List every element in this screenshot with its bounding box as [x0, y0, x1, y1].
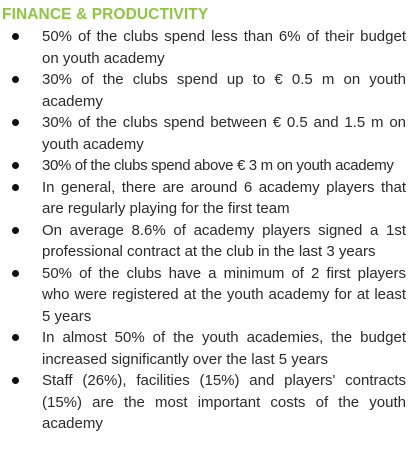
list-item — [2, 177, 406, 220]
bullet-dot-icon — [12, 119, 19, 126]
finance-productivity-section — [2, 6, 406, 435]
list-item-text: 30% of the clubs spend between € 0.5 and 1.5 m on youth academy — [42, 114, 406, 153]
bullet-dot-icon — [12, 334, 19, 341]
bullet-dot-icon — [12, 76, 19, 83]
list-item-text: 50% of the clubs spend less than 6% of their budget on youth academy — [42, 28, 406, 67]
section-heading: FINANCE & PRODUCTIVITY — [2, 6, 209, 23]
list-item — [2, 112, 406, 155]
list-item — [2, 370, 406, 435]
list-item-text: In almost 50% of the youth academies, the budget increased significantly over the last 5 years — [42, 329, 406, 368]
bullet-dot-icon — [12, 33, 19, 40]
bullet-dot-icon — [12, 184, 19, 191]
list-item — [2, 327, 406, 370]
list-item-text: Staff (26%), facilities (15%) and players' contracts (15%) are the most important costs of the youth academy — [42, 372, 406, 432]
list-item-text: In general, there are around 6 academy players that are regularly playing for the first team — [42, 178, 406, 217]
list-item-text: 30% of the clubs spend above € 3 m on youth academy — [42, 157, 394, 174]
bullet-dot-icon — [12, 162, 19, 169]
list-item — [2, 26, 406, 69]
list-item — [2, 69, 406, 112]
list-item — [2, 220, 406, 263]
bullet-dot-icon — [12, 270, 19, 277]
list-item — [2, 155, 406, 177]
list-item-text: 30% of the clubs spend up to € 0.5 m on youth academy — [42, 71, 406, 110]
list-item-text: On average 8.6% of academy players signed a 1st professional contract at the club in the last 3 years — [42, 221, 406, 260]
list-item-text: 50% of the clubs have a minimum of 2 first players who were registered at the youth academy for at least 5 years — [42, 264, 406, 325]
bullet-list — [2, 26, 406, 435]
list-item — [2, 263, 406, 328]
bullet-dot-icon — [12, 227, 19, 234]
bullet-dot-icon — [12, 377, 19, 384]
